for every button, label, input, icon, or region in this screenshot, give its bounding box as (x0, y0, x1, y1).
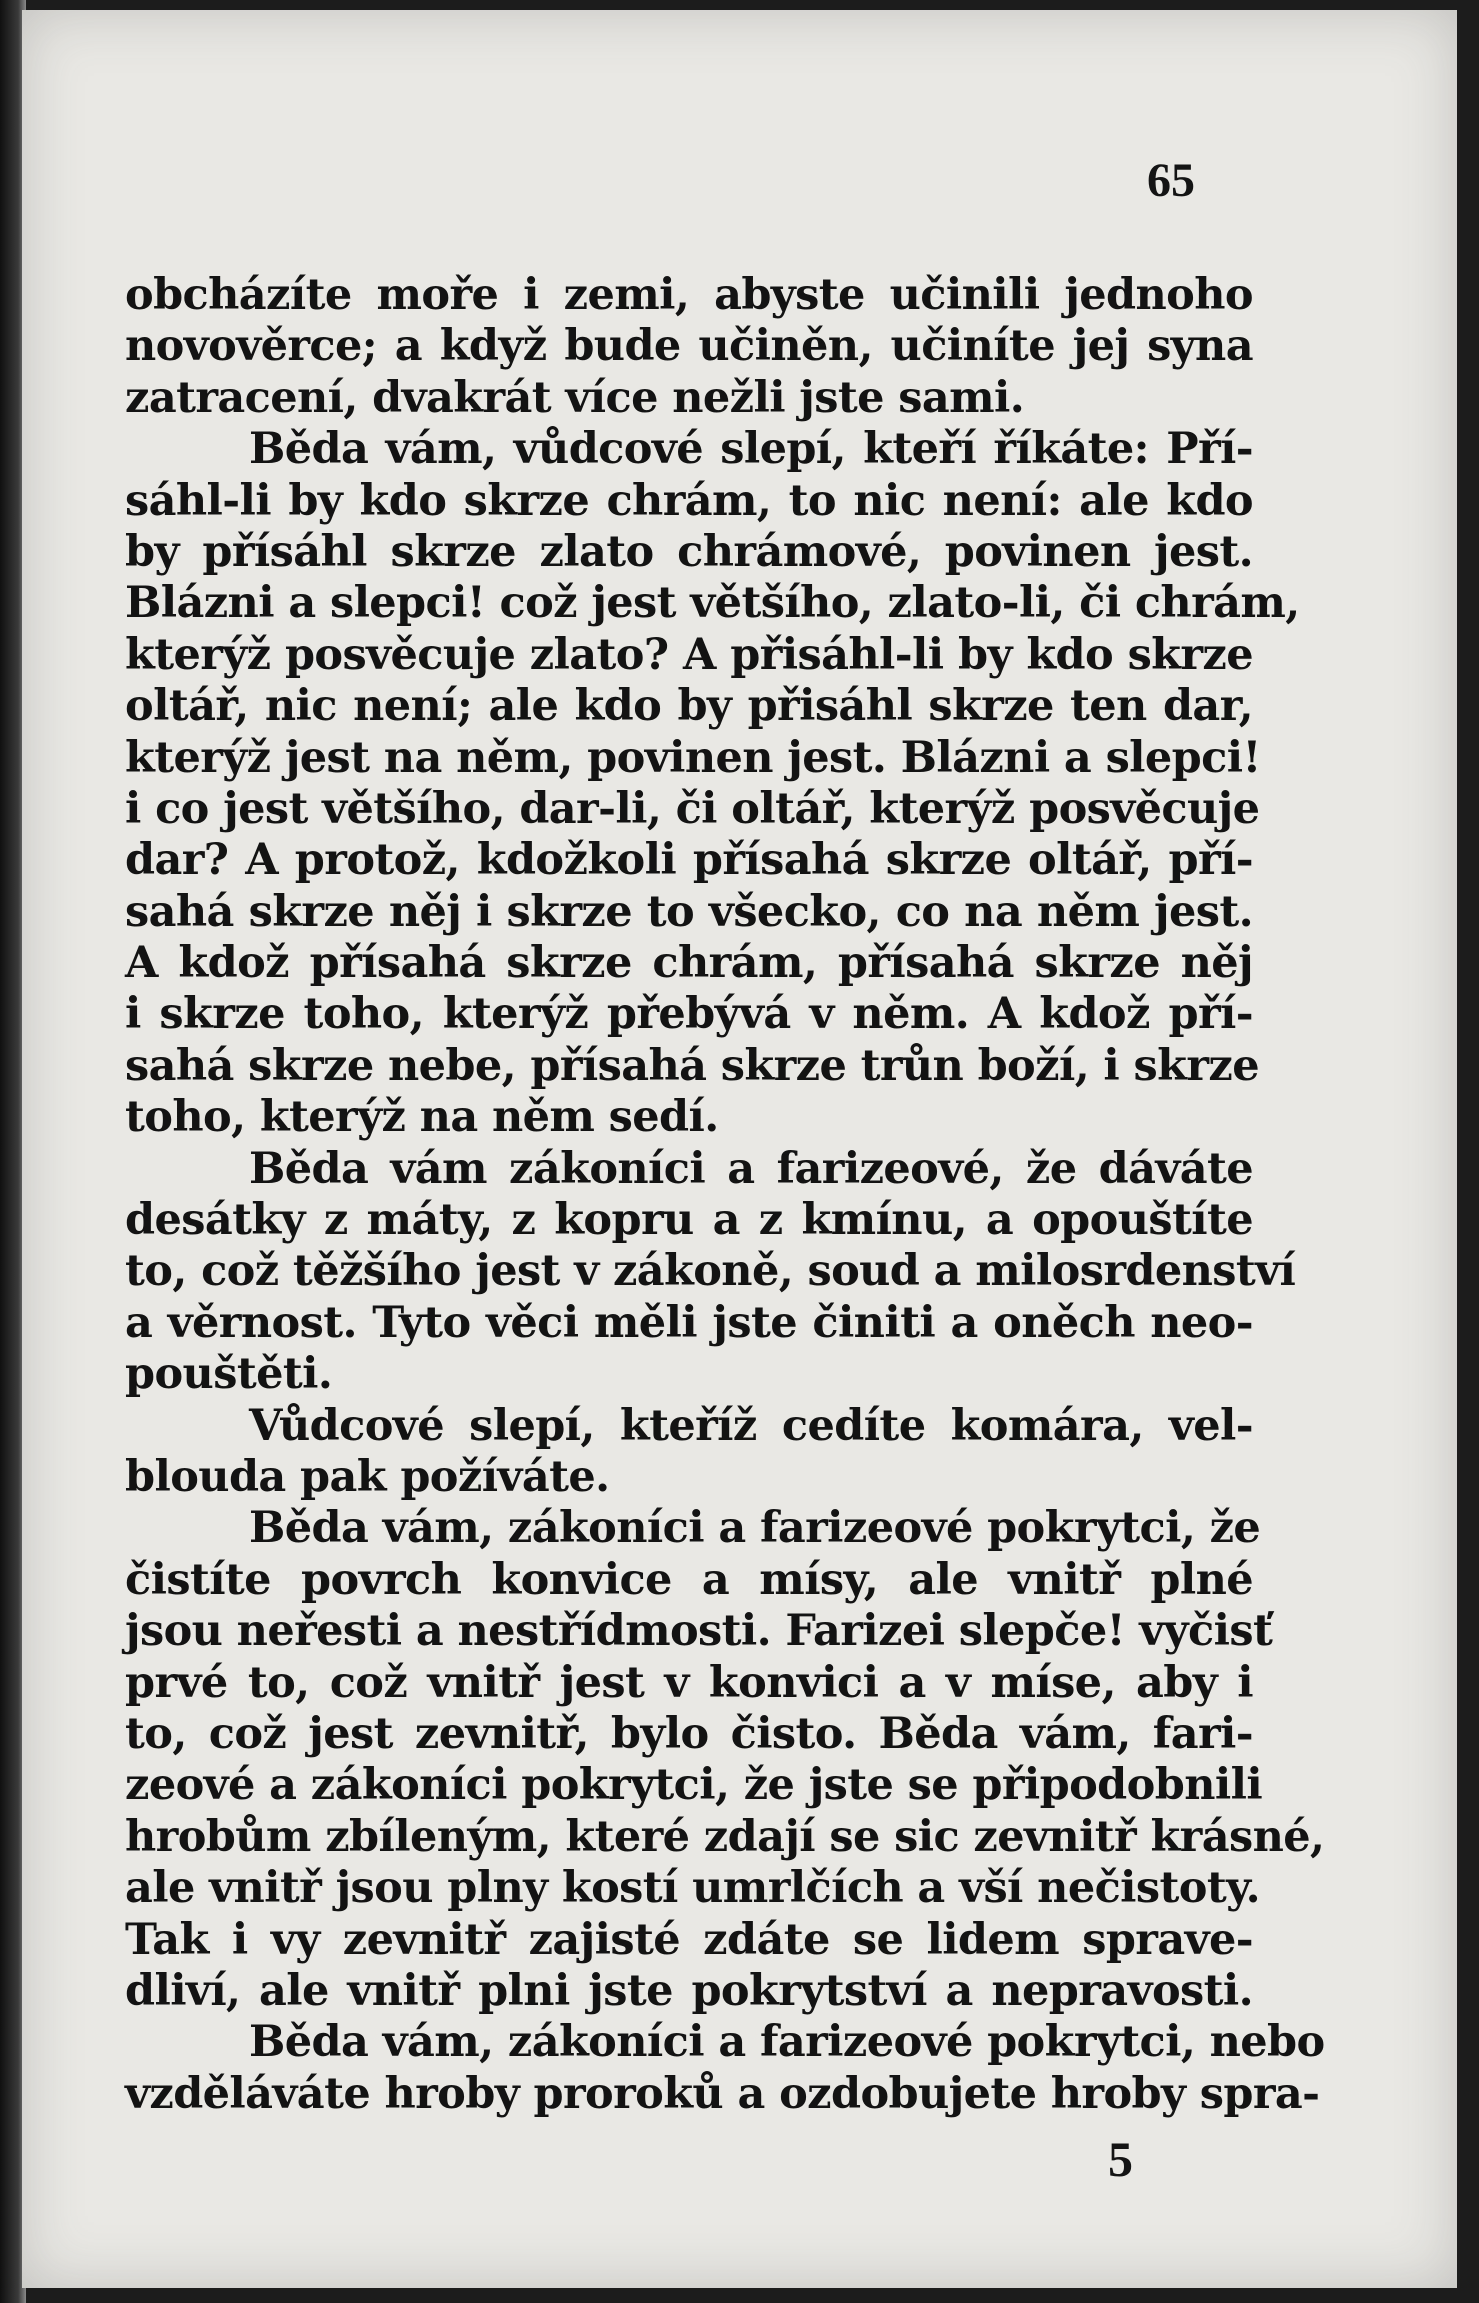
book-page (22, 10, 1457, 2288)
text-line: sahá skrze nebe, přísahá skrze trůn boží, i skrze (125, 1040, 1259, 1091)
text-line: by přísáhl skrze zlato chrámové, povinen jest. (125, 526, 1253, 577)
text-line: Blázni a slepci! což jest většího, zlato-li, či chrám, (125, 578, 1300, 629)
text-line: blouda pak požíváte. (125, 1451, 610, 1502)
text-line: to, což jest zevnitř, bylo čisto. Běda vám, fari- (125, 1708, 1253, 1759)
text-line: dar? A protož, kdožkoli přísahá skrze oltář, pří- (125, 835, 1253, 886)
text-line: Běda vám, vůdcové slepí, kteří říkáte: Pří- (249, 424, 1253, 475)
text-line: kterýž jest na něm, povinen jest. Blázni a slepci! (125, 732, 1261, 783)
text-line: sáhl-li by kdo skrze chrám, to nic není: ale kdo (125, 475, 1253, 526)
text-line: kterýž posvěcuje zlato? A přisáhl-li by kdo skrze (125, 629, 1253, 680)
text-line: toho, kterýž na něm sedí. (125, 1092, 719, 1143)
page-number: 65 (1147, 154, 1195, 207)
text-line: hrobům zbíleným, které zdají se sic zevnitř krásné, (125, 1811, 1325, 1862)
text-line: jsou neřesti a nestřídmosti. Farizei slepče! vyčisť (125, 1606, 1273, 1657)
text-line: to, což těžšího jest v zákoně, soud a milosrdenství (125, 1246, 1296, 1297)
text-line: dliví, ale vnitř plni jste pokrytství a nepravosti. (125, 1965, 1253, 2016)
signature-mark: 5 (1108, 2131, 1133, 2187)
text-line: zatracení, dvakrát více nežli jste sami. (125, 372, 1025, 423)
text-line: Běda vám, zákoníci a farizeové pokrytci, nebo (249, 2017, 1325, 2068)
text-line: oltář, nic není; ale kdo by přisáhl skrze ten dar, (125, 681, 1253, 732)
text-line: a věrnost. Tyto věci měli jste činiti a oněch neo- (125, 1297, 1253, 1348)
text-line: novověrce; a když bude učiněn, učiníte jej syna (125, 321, 1253, 372)
text-line: i co jest většího, dar-li, či oltář, kterýž posvěcuje (125, 783, 1260, 834)
text-line: i skrze toho, kterýž přebývá v něm. A kdož pří- (125, 989, 1253, 1040)
text-line: desátky z máty, z kopru a z kmínu, a opouštíte (125, 1195, 1253, 1246)
text-line: čistíte povrch konvice a mísy, ale vnitř plné (125, 1554, 1253, 1605)
text-line: Tak i vy zevnitř zajisté zdáte se lidem sprave- (125, 1914, 1253, 1965)
text-line: zeové a zákoníci pokrytci, že jste se připodobnili (125, 1760, 1263, 1811)
text-line: prvé to, což vnitř jest v konvici a v míse, aby i (125, 1657, 1253, 1708)
text-line: sahá skrze něj i skrze to všecko, co na něm jest. (125, 886, 1253, 937)
text-line: Běda vám zákoníci a farizeové, že dáváte (249, 1143, 1253, 1194)
text-line: obcházíte moře i zemi, abyste učinili jednoho (125, 270, 1253, 320)
text-line: vzděláváte hroby proroků a ozdobujete hroby spra- (125, 2068, 1320, 2119)
text-line: ale vnitř jsou plny kostí umrlčích a vší nečistoty. (125, 1863, 1260, 1914)
text-line: A kdož přísahá skrze chrám, přísahá skrze něj (125, 938, 1253, 989)
text-line: Běda vám, zákoníci a farizeové pokrytci, že (249, 1503, 1261, 1554)
text-line: pouštěti. (125, 1349, 333, 1400)
body-text (125, 270, 1325, 2120)
text-line: Vůdcové slepí, kteříž cedíte komára, vel- (249, 1400, 1253, 1451)
